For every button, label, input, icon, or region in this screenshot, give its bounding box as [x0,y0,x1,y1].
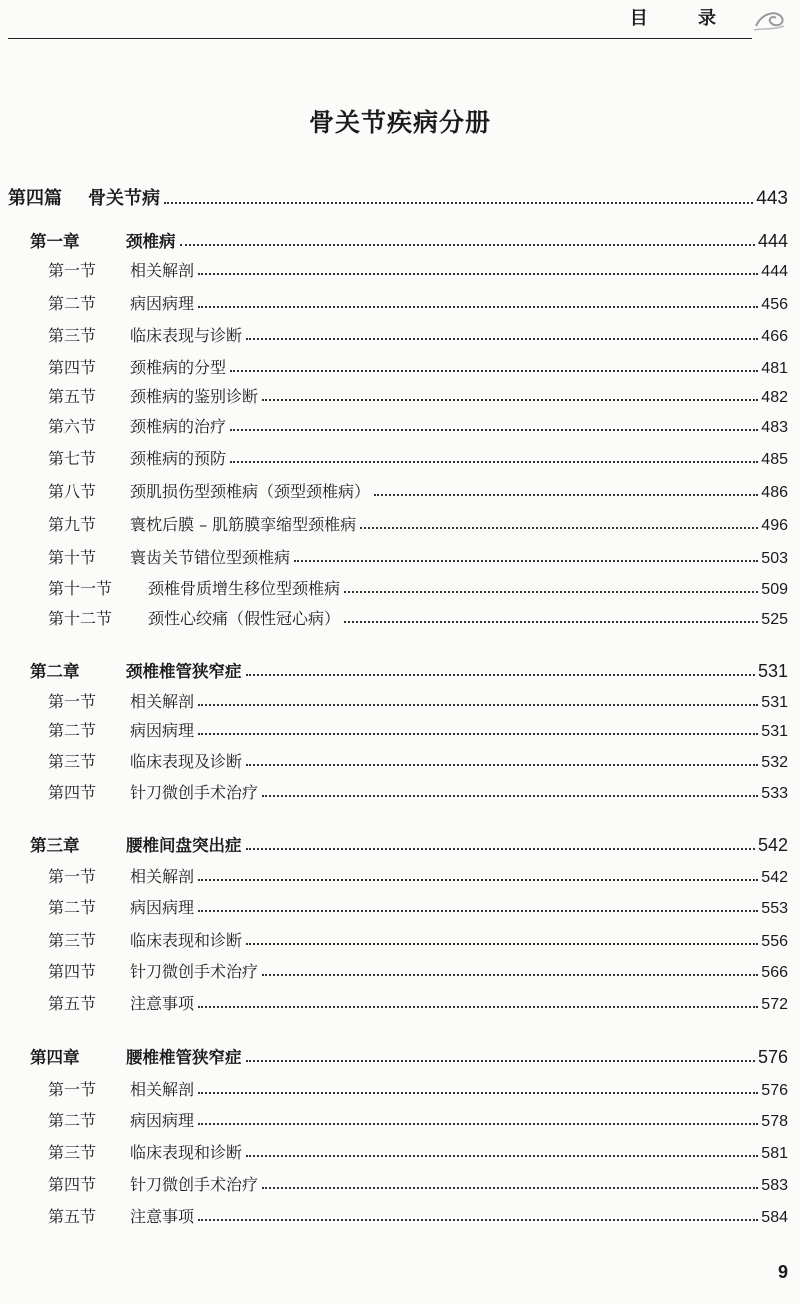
entry-number: 第四节 [48,962,97,981]
entry-page: 485 [761,451,788,468]
dot-leader [246,673,755,676]
entry-number: 第四篇 [8,188,62,209]
entry-page: 444 [761,263,788,280]
dot-leader [262,973,758,976]
page-number: 9 [777,1262,788,1282]
section-entry [48,711,788,741]
section-entry [48,407,788,437]
entry-page: 456 [761,296,788,313]
entry-title: 颈椎病的鉴别诊断 [130,387,259,406]
entry-page: 482 [761,389,788,406]
entry-title: 临床表现与诊断 [130,326,243,345]
dot-leader [198,272,758,275]
entry-page: 443 [756,188,788,209]
entry-number: 第二节 [48,1111,97,1130]
section-entry [48,569,788,599]
entry-page: 566 [761,964,788,981]
entry-number: 第一节 [48,1080,97,1099]
entry-title: 颈椎病的治疗 [130,417,227,436]
entry-title: 颈椎病的预防 [130,449,227,468]
entry-number: 第三节 [48,1143,97,1162]
entry-page: 576 [761,1082,788,1099]
section-entry [48,1165,788,1195]
entry-page: 584 [761,1209,788,1226]
entry-page: 525 [761,611,788,628]
part-heading [8,180,788,210]
entry-title: 病因病理 [130,294,195,313]
section-entry [48,1133,788,1163]
entry-page: 509 [761,581,788,598]
section-entry [48,773,788,803]
dot-leader [198,703,758,706]
dot-leader [198,1218,758,1221]
entry-number: 第二章 [30,662,80,681]
entry-page: 556 [761,933,788,950]
dot-leader [262,1186,758,1189]
entry-title: 临床表现及诊断 [130,752,243,771]
chapter-heading [30,222,788,252]
entry-page: 531 [761,694,788,711]
dot-leader [360,526,758,529]
dot-leader [164,201,753,204]
entry-number: 第一节 [48,867,97,886]
entry-title: 相关解剖 [130,692,195,711]
section-entry [48,284,788,314]
entry-number: 第十节 [48,548,97,567]
dot-leader [198,732,758,735]
dot-leader [262,794,758,797]
entry-title: 相关解剖 [130,1080,195,1099]
dot-leader [198,878,758,881]
section-entry [48,538,788,568]
entry-page: 542 [761,869,788,886]
chapter-heading [30,652,788,682]
entry-page: 576 [757,1047,788,1067]
entry-number: 第九节 [48,515,97,534]
entry-page: 533 [761,785,788,802]
entry-title: 针刀微创手术治疗 [130,783,259,802]
entry-title: 颈椎病 [126,232,176,251]
entry-title: 针刀微创手术治疗 [130,1175,259,1194]
chapter-heading [30,826,788,856]
dot-leader [230,369,758,372]
entry-title: 注意事项 [130,994,195,1013]
section-entry [48,1197,788,1227]
dot-leader [198,1091,758,1094]
entry-title: 病因病理 [130,898,195,917]
entry-number: 第二节 [48,721,97,740]
entry-number: 第六节 [48,417,97,436]
entry-number: 第七节 [48,449,97,468]
entry-number: 第五节 [48,994,97,1013]
entry-number: 第四节 [48,358,97,377]
dot-leader [374,493,758,496]
entry-title: 相关解剖 [130,867,195,886]
entry-number: 第一章 [30,232,80,251]
entry-title: 骨关节病 [88,188,160,209]
dot-leader [198,305,758,308]
entry-number: 第三节 [48,326,97,345]
dot-leader [230,428,758,431]
section-entry [48,742,788,772]
entry-page: 483 [761,419,788,436]
entry-number: 第三节 [48,752,97,771]
section-entry [48,348,788,378]
book-title: 骨关节疾病分册 [308,108,491,137]
entry-page: 542 [757,835,788,855]
entry-number: 第三节 [48,931,97,950]
entry-title: 腰椎椎管狭窄症 [126,1048,242,1067]
entry-page: 581 [761,1145,788,1162]
entry-number: 第三章 [30,836,80,855]
dot-leader [246,337,758,340]
running-header [0,0,800,44]
entry-page: 553 [761,900,788,917]
dot-leader [198,909,758,912]
section-entry [48,505,788,535]
dot-leader [246,1059,755,1062]
chapter-heading [30,1038,788,1068]
entry-title: 颈性心绞痛（假性冠心病） [148,609,341,628]
section-entry [48,377,788,407]
entry-title: 腰椎间盘突出症 [126,836,242,855]
section-entry [48,857,788,887]
dot-leader [230,460,758,463]
entry-number: 第五节 [48,1207,97,1226]
entry-number: 第八节 [48,482,97,501]
dot-leader [294,559,758,562]
entry-title: 颈椎骨质增生移位型颈椎病 [148,579,341,598]
dot-leader [246,942,758,945]
entry-title: 针刀微创手术治疗 [130,962,259,981]
entry-title: 相关解剖 [130,261,195,280]
entry-title: 颈椎椎管狭窄症 [126,662,242,681]
section-entry [48,921,788,951]
entry-title: 颈椎病的分型 [130,358,227,377]
dot-leader [198,1005,758,1008]
dot-leader [246,1154,758,1157]
entry-title: 寰齿关节错位型颈椎病 [130,548,291,567]
section-entry [48,316,788,346]
section-entry [48,599,788,629]
section-entry [48,251,788,281]
section-entry [48,1070,788,1100]
entry-page: 503 [761,550,788,567]
entry-page: 496 [761,517,788,534]
entry-number: 第五节 [48,387,97,406]
dot-leader [344,590,758,593]
entry-title: 临床表现和诊断 [130,931,243,950]
section-entry [48,682,788,712]
entry-page: 531 [761,723,788,740]
entry-title: 寰枕后膜 – 肌筋膜挛缩型颈椎病 [130,515,357,534]
dot-leader [262,398,758,401]
section-entry [48,952,788,982]
entry-page: 531 [757,661,788,681]
entry-title: 颈肌损伤型颈椎病（颈型颈椎病） [130,482,371,501]
entry-page: 572 [761,996,788,1013]
entry-page: 532 [761,754,788,771]
entry-number: 第一节 [48,261,97,280]
dot-leader [246,763,758,766]
header-label: 目 录 [629,8,738,29]
entry-page: 481 [761,360,788,377]
entry-title: 临床表现和诊断 [130,1143,243,1162]
section-entry [48,439,788,469]
dot-leader [246,847,755,850]
entry-page: 486 [761,484,788,501]
dot-leader [180,243,755,246]
entry-number: 第十一节 [48,579,113,598]
entry-number: 第四章 [30,1048,80,1067]
section-entry [48,1101,788,1131]
section-entry [48,472,788,502]
entry-number: 第十二节 [48,609,113,628]
section-entry [48,888,788,918]
section-entry [48,984,788,1014]
entry-number: 第二节 [48,294,97,313]
entry-page: 583 [761,1177,788,1194]
entry-page: 444 [757,231,788,251]
entry-title: 病因病理 [130,721,195,740]
entry-page: 578 [761,1113,788,1130]
entry-page: 466 [761,328,788,345]
header-rule [8,38,752,39]
entry-number: 第二节 [48,898,97,917]
dot-leader [344,620,758,623]
entry-number: 第一节 [48,692,97,711]
entry-title: 病因病理 [130,1111,195,1130]
entry-title: 注意事项 [130,1207,195,1226]
dot-leader [198,1122,758,1125]
entry-number: 第四节 [48,783,97,802]
entry-number: 第四节 [48,1175,97,1194]
swirl-ornament-icon [752,4,786,34]
